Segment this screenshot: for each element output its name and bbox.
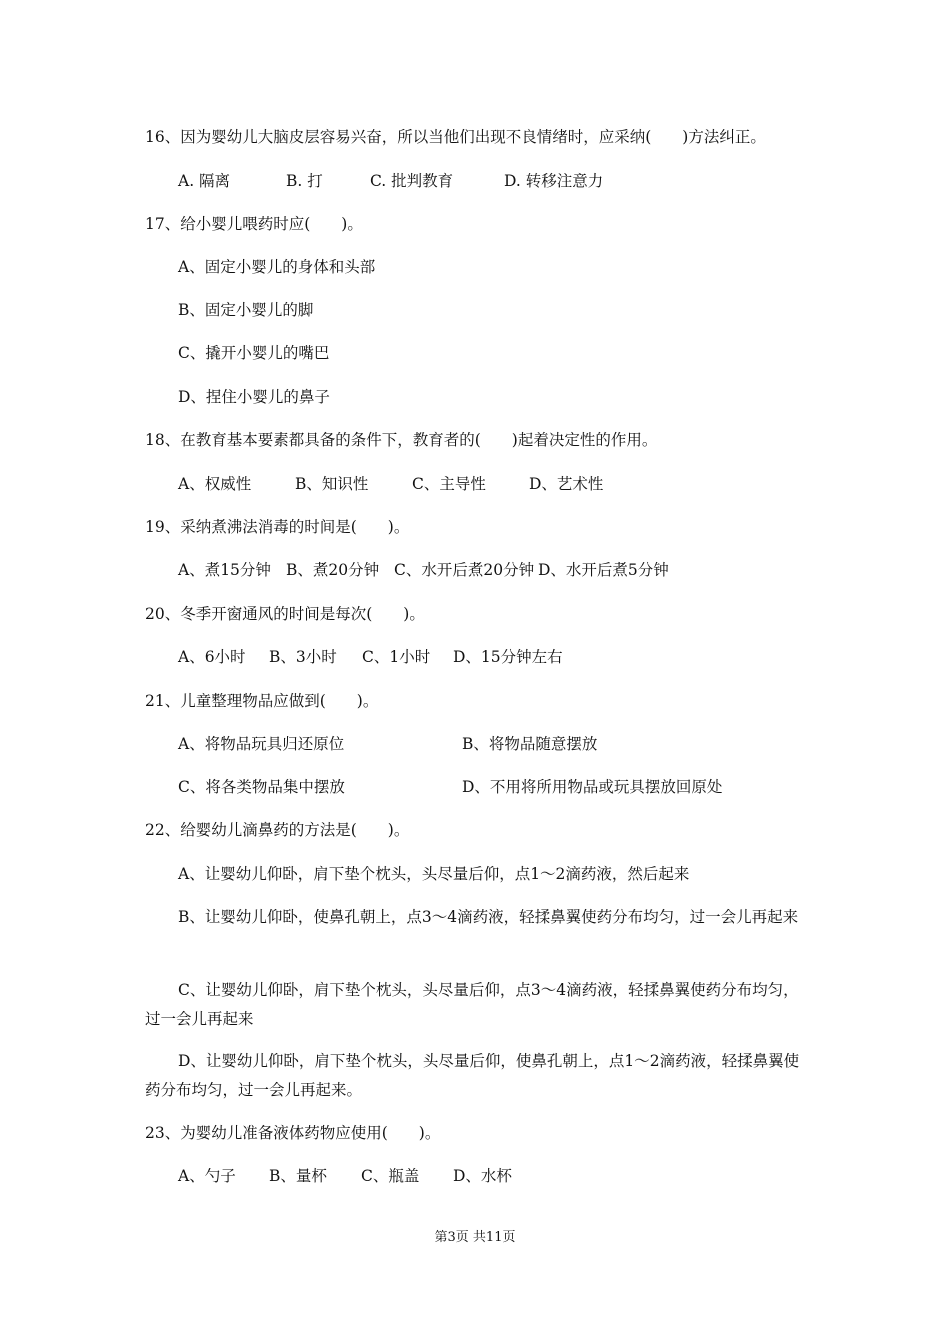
question-23-options [178, 1165, 512, 1187]
question-21: 21、儿童整理物品应做到( )。 [145, 692, 379, 710]
option-d: D、水杯 [453, 1167, 512, 1185]
option-c: C、水开后煮20分钟 [394, 561, 535, 579]
option-a: A、让婴幼儿仰卧，肩下垫个枕头，头尽量后仰，点1～2滴药液，然后起来 [178, 865, 690, 883]
option-d: D、捏住小婴儿的鼻子 [178, 388, 330, 406]
option-c: C、瓶盖 [361, 1167, 420, 1185]
option-a: A、权威性 [178, 475, 252, 493]
option-a: A、煮15分钟 [178, 561, 271, 579]
option-a: A、勺子 [178, 1167, 236, 1185]
question-20: 20、冬季开窗通风的时间是每次( )。 [145, 605, 425, 623]
option-c: C、主导性 [412, 475, 486, 493]
question-20-options [178, 646, 563, 668]
option-d: D、让婴幼儿仰卧，肩下垫个枕头，头尽量后仰，使鼻孔朝上，点1～2滴药液，轻揉鼻翼使药分布均匀，过一会儿再起来。 [145, 1052, 800, 1099]
option-b: B、煮20分钟 [286, 561, 380, 579]
option-c: C. 批判教育 [370, 172, 454, 190]
option-a: A、固定小婴儿的身体和头部 [178, 258, 376, 276]
option-c: C、1小时 [362, 648, 431, 666]
option-c: C、将各类物品集中摆放 [178, 778, 345, 796]
option-b: B、量杯 [269, 1167, 327, 1185]
option-a: A. 隔离 [178, 172, 231, 190]
question-18-options [178, 473, 603, 495]
option-c: C、撬开小婴儿的嘴巴 [178, 344, 330, 362]
question-16: 16、因为婴幼儿大脑皮层容易兴奋，所以当他们出现不良情绪时，应采纳( )方法纠正。 [145, 128, 766, 146]
question-23: 23、为婴幼儿准备液体药物应使用( )。 [145, 1124, 441, 1142]
option-b: B、知识性 [295, 475, 369, 493]
option-d: D、不用将所用物品或玩具摆放回原处 [462, 778, 723, 796]
option-b: B、让婴幼儿仰卧，使鼻孔朝上，点3～4滴药液，轻揉鼻翼使药分布均匀，过一会儿再起来 [178, 908, 799, 926]
question-19: 19、采纳煮沸法消毒的时间是( )。 [145, 518, 410, 536]
question-18: 18、在教育基本要素都具备的条件下，教育者的( )起着决定性的作用。 [145, 431, 658, 449]
question-19-options [178, 559, 669, 581]
option-d: D、15分钟左右 [453, 648, 563, 666]
question-17: 17、给小婴儿喂药时应( )。 [145, 215, 363, 233]
question-16-options [178, 170, 603, 192]
option-b: B、固定小婴儿的脚 [178, 301, 314, 319]
option-d: D. 转移注意力 [504, 172, 604, 190]
question-22: 22、给婴幼儿滴鼻药的方法是( )。 [145, 821, 410, 839]
option-d: D、水开后煮5分钟 [538, 561, 669, 579]
option-a: A、6小时 [178, 648, 246, 666]
option-b: B、将物品随意摆放 [462, 735, 598, 753]
option-d: D、艺术性 [529, 475, 604, 493]
option-b: B、3小时 [269, 648, 337, 666]
option-a: A、将物品玩具归还原位 [178, 735, 345, 753]
page-number: 第3页 共11页 [434, 1230, 516, 1245]
option-c: C、让婴幼儿仰卧，肩下垫个枕头，头尽量后仰，点3～4滴药液，轻揉鼻翼使药分布均匀，过一会儿再起来 [145, 981, 799, 1028]
option-b: B. 打 [286, 172, 323, 190]
